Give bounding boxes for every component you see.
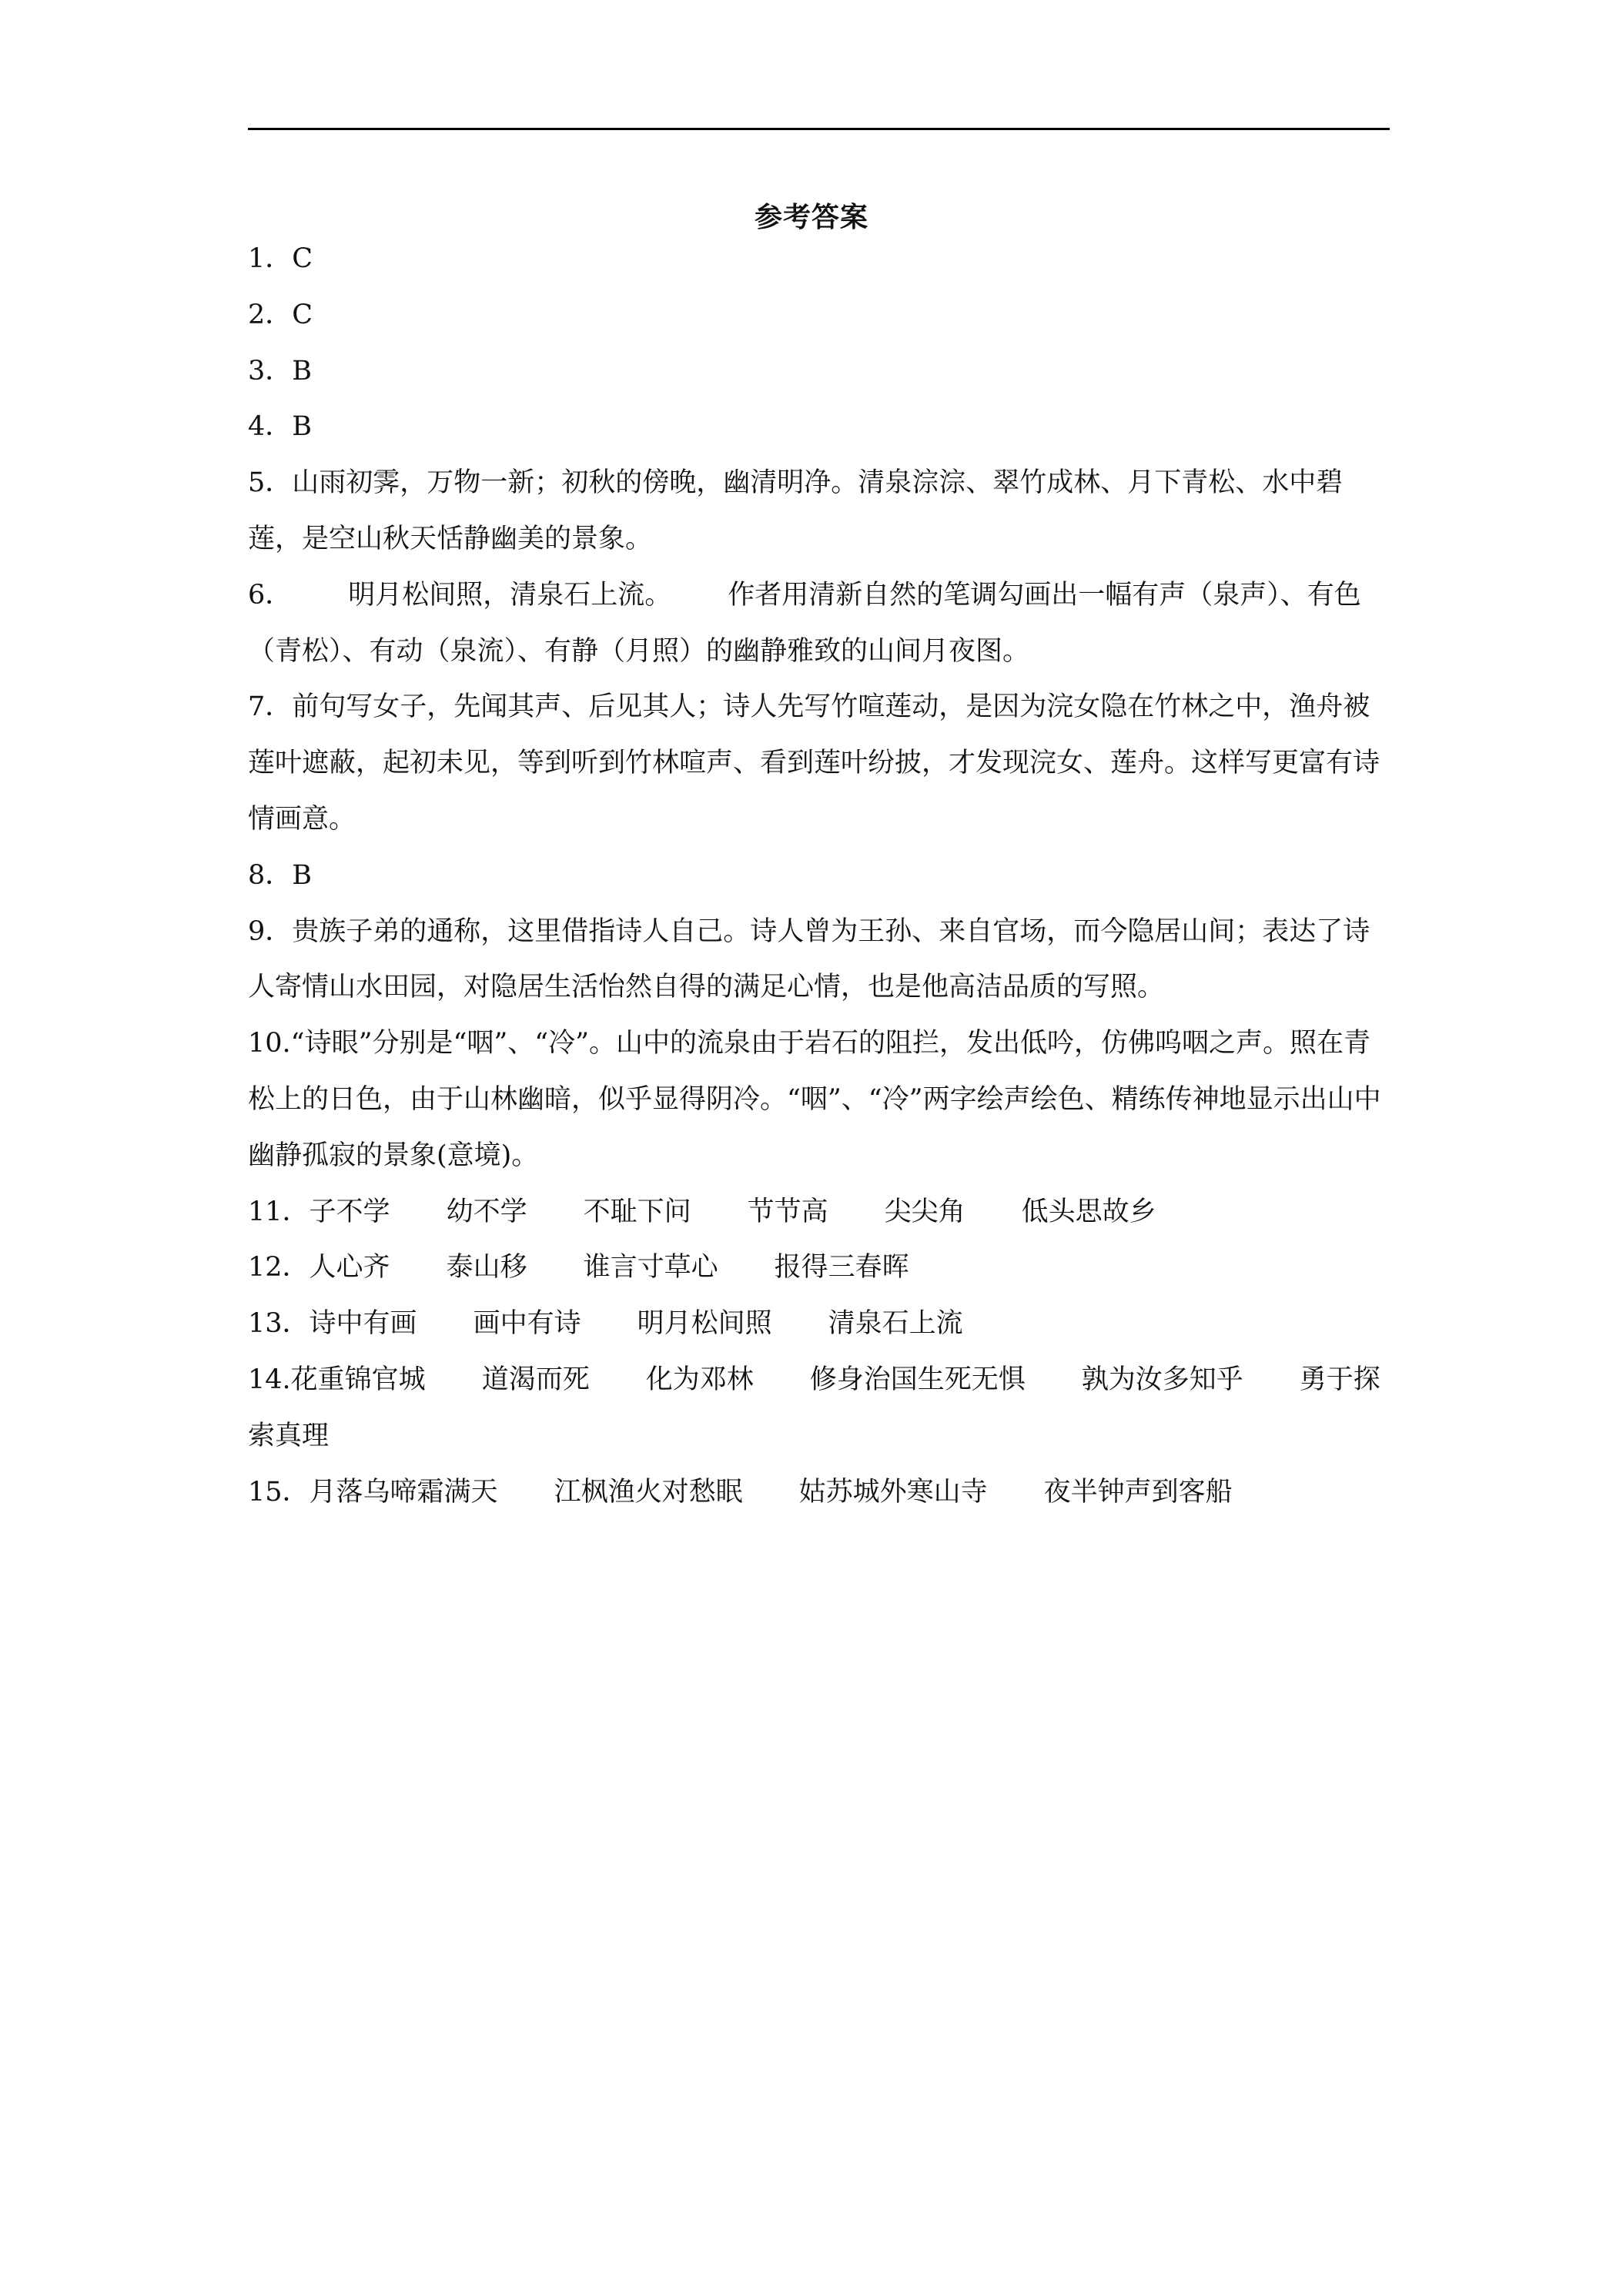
answer-text: B <box>292 411 313 443</box>
answer-number: 8． <box>248 859 293 891</box>
answer-part: 低头思故乡 <box>1021 1196 1156 1227</box>
answer-item <box>248 343 1390 400</box>
answer-item <box>248 567 1390 680</box>
answer-item <box>248 1464 1390 1521</box>
answer-part: 明月松间照 <box>637 1308 772 1340</box>
answer-item <box>248 287 1390 343</box>
answer-number: 11． <box>248 1196 310 1227</box>
answer-number: 4． <box>248 411 293 443</box>
answer-number: 3． <box>248 355 293 387</box>
answer-part: 道渴而死 <box>481 1364 590 1395</box>
answer-item <box>248 848 1390 904</box>
answer-part: 子不学 <box>309 1196 390 1227</box>
answer-list <box>248 231 1390 1520</box>
answer-item <box>248 1240 1390 1296</box>
answer-part: 勇于探索真理 <box>248 1364 1380 1451</box>
answer-item <box>248 1296 1390 1352</box>
answer-part: 月落乌啼霜满天 <box>309 1476 498 1508</box>
answer-text: 明月松间照，清泉石上流。 <box>348 579 672 611</box>
answer-item <box>248 455 1390 567</box>
answer-part: 谁言寸草心 <box>583 1252 718 1284</box>
answer-number: 9． <box>248 915 293 947</box>
answer-part: 不耻下问 <box>583 1196 691 1227</box>
answer-part: 孰为汝多知乎 <box>1081 1364 1243 1395</box>
answer-text: 作者用清新自然的笔调勾画出一幅有声（泉声）、有色（青松）、有动（泉流）、有静（月照）的幽静雅致的山间月夜图。 <box>248 579 1361 667</box>
answer-part: 画中有诗 <box>473 1308 581 1340</box>
answer-part: 修身治国生死无惧 <box>809 1364 1026 1395</box>
answer-part: 诗中有画 <box>309 1308 417 1340</box>
answer-item <box>248 399 1390 455</box>
answer-number: 10. <box>248 1028 291 1059</box>
answer-part: 姑苏城外寒山寺 <box>798 1476 988 1508</box>
answer-item <box>248 1184 1390 1240</box>
answer-number: 15． <box>248 1476 310 1508</box>
answer-text: C <box>292 299 313 330</box>
answer-part: 夜半钟声到客船 <box>1043 1476 1233 1508</box>
answer-text: C <box>292 243 313 274</box>
answer-text: B <box>292 355 313 387</box>
answer-item <box>248 679 1390 847</box>
answer-part: 泰山移 <box>446 1252 527 1284</box>
answer-part: 幼不学 <box>446 1196 527 1227</box>
answer-number: 14. <box>248 1364 291 1395</box>
answer-number: 2． <box>248 299 293 330</box>
answer-number: 5． <box>248 467 293 499</box>
answer-part: 人心齐 <box>309 1252 390 1284</box>
answer-number: 6． <box>248 579 293 611</box>
answer-text: “诗眼”分别是“咽”、“冷”。山中的流泉由于岩石的阻拦，发出低吟，仿佛呜咽之声。照在青松上的日色，由于山林幽暗，似乎显得阴冷。“咽”、“冷”两字绘声绘色、精练传神地显示出山中幽静孤寂的景象(意境)。 <box>248 1028 1381 1171</box>
answer-part: 花重锦官城 <box>290 1364 426 1395</box>
page-title: 参考答案 <box>754 201 868 233</box>
answer-text: 山雨初霁，万物一新；初秋的傍晚，幽清明净。清泉淙淙、翠竹成林、月下青松、水中碧莲，是空山秋天恬静幽美的景象。 <box>248 467 1344 554</box>
answer-number: 7． <box>248 691 293 723</box>
answer-part: 报得三春晖 <box>774 1252 909 1284</box>
answer-item <box>248 1352 1390 1464</box>
answer-number: 12． <box>248 1252 310 1284</box>
answer-text: B <box>292 859 313 891</box>
answer-item <box>248 1016 1390 1183</box>
answer-number: 1． <box>248 243 293 274</box>
answer-item <box>248 231 1390 287</box>
answer-part: 清泉石上流 <box>828 1308 963 1340</box>
answer-part: 尖尖角 <box>884 1196 965 1227</box>
answer-item <box>248 904 1390 1016</box>
answer-text: 前句写女子，先闻其声、后见其人；诗人先写竹喧莲动，是因为浣女隐在竹林之中，渔舟被莲叶遮蔽，起初未见，等到听到竹林喧声、看到莲叶纷披，才发现浣女、莲舟。这样写更富有诗情画意。 <box>248 691 1380 835</box>
answer-text: 贵族子弟的通称，这里借指诗人自己。诗人曾为王孙、来自官场，而今隐居山间；表达了诗人寄情山水田园，对隐居生活怡然自得的满足心情，也是他高洁品质的写照。 <box>248 915 1370 1003</box>
header-rule <box>248 128 1390 130</box>
answer-number: 13． <box>248 1308 310 1340</box>
answer-part: 节节高 <box>747 1196 828 1227</box>
answer-part: 江枫渔火对愁眠 <box>554 1476 743 1508</box>
answer-part: 化为邓林 <box>645 1364 754 1395</box>
